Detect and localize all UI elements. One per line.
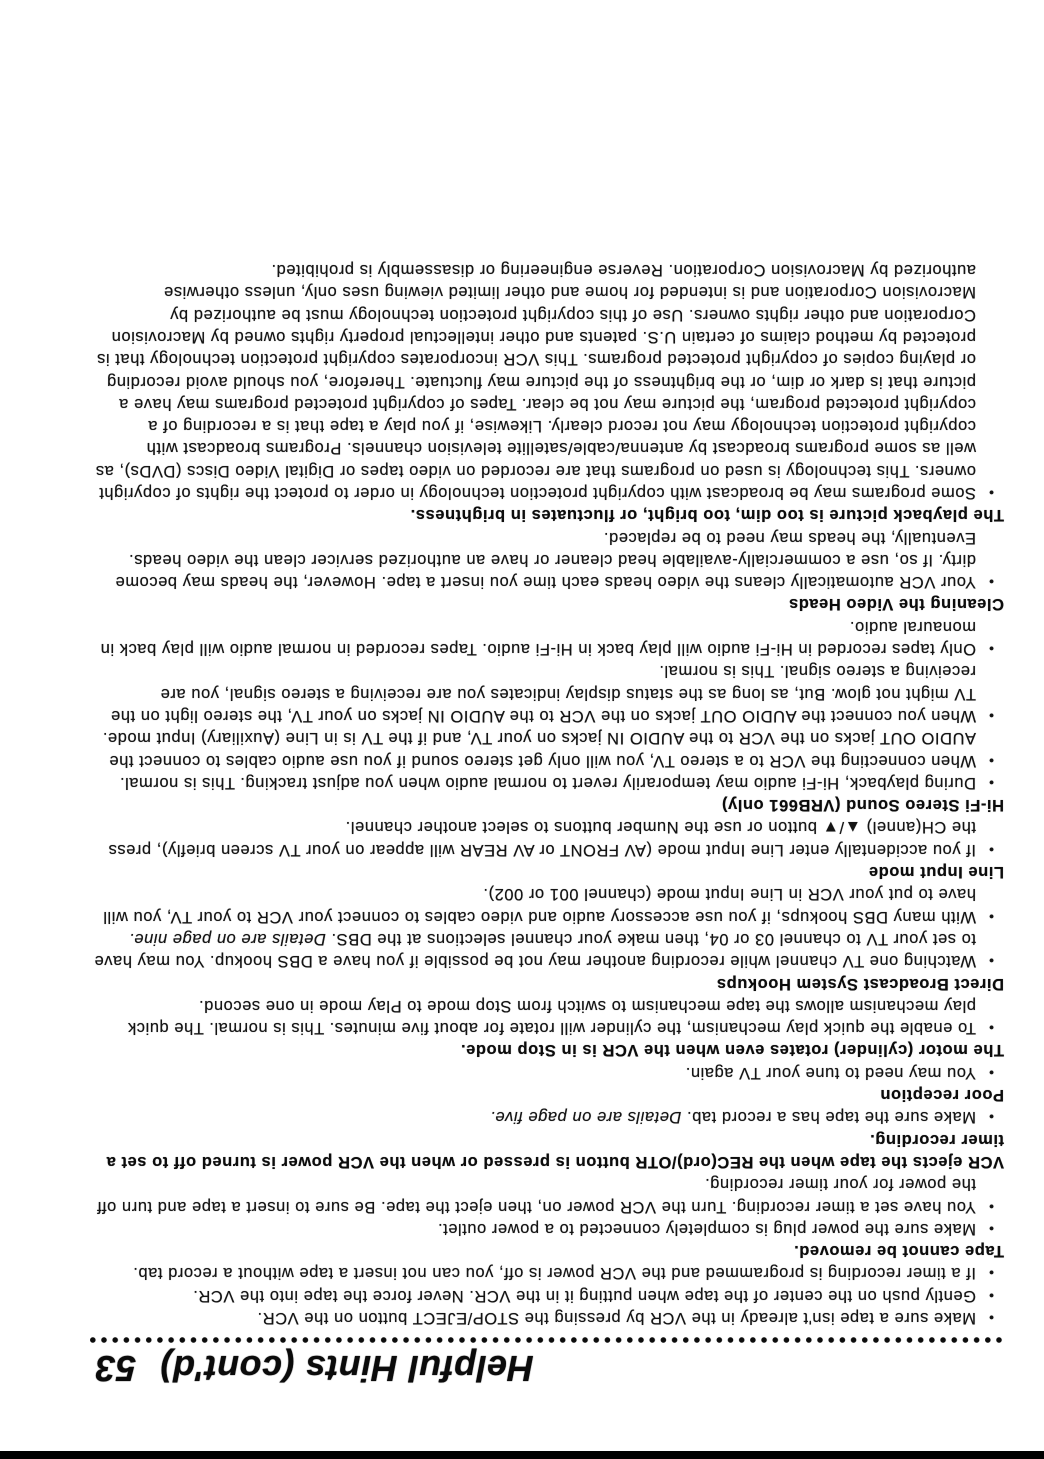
bullet-item [92, 995, 1004, 1040]
item-text: Make sure a tape isn't already in the VCR by pressing the STOP/EJECT button on the VCR. [257, 1309, 976, 1327]
item-text: To enable the quick play mechanism, the cylinder will rotate for about five minutes. This is normal. The quick play mechanism allows the tape mechanism to switch from Stop mode to Play mode in one second. [127, 996, 976, 1038]
bullet-icon: • [988, 707, 994, 724]
section-heading [92, 972, 1004, 994]
item-text: You have set a timer recording. Turn the VCR power on, then eject the tape. Be sure to insert a tape and turn off the power for your timer recording. [96, 1175, 976, 1216]
bullet-icon: • [988, 1265, 994, 1282]
bullet-icon: • [988, 485, 994, 502]
bullet-icon: • [988, 641, 994, 658]
item-text: Some programs may be broadcast with copyright protection technology in order to protect the rights of copyright owners. This technology is used on programs that are recorded on video tapes or Digital Video Discs (DVDs), as well as some programs broadcast by antenna/cable/satellite television channels. Programs broadcast with copyright protection technology may not record clearly. Likewise, if you play a tape that is a recording of a copyright protected program, the picture may not be clear. Tapes of copyright protected programs may have a picture that is dark or dim, or the brightness of the picture may fluctuate. Therefore, you should avoid recording or playing copies of copyright protected programs. This VCR incorporates copyright protection technology that is protected by method claims of certain U.S. patents and other intellectual property rights owned by Macrovision Corporation and other rights owners. Use of this copyright protection technology must be authorized by Macrovision Corporation and is intended for home and other limited viewing uses only, unless otherwise authorized by Macrovision Corporation. Reverse engineering or disassembly is prohibited. [95, 261, 976, 503]
bullet-item [92, 1307, 1004, 1329]
item-text: If you accidentally enter Line Input mode (AV FRONT or AV REAR will appear on your TV screen briefly), press the CH(annel) ▲/▼ button or use the Number buttons to select another channel. [108, 818, 976, 859]
item-text: Your VCR automatically cleans the video heads each time you insert a tape. However, the heads may become dirty. If so, use a commercially-available head cleaner or have an authorized servicer clean the video heads. Eventually, the heads may need to be replaced. [115, 528, 976, 592]
bullet-item [92, 928, 1004, 973]
bullet-icon: • [988, 574, 994, 591]
section-heading [92, 794, 1004, 816]
bullet-icon: • [988, 1220, 994, 1237]
scan-edge-bar [0, 1451, 1044, 1459]
item-text: If a timer recording is programmed and the VCR power is off, you can not insert a tape without a record tab. [132, 1264, 976, 1283]
bullet-item [92, 1061, 1004, 1083]
bullet-item [92, 1218, 1004, 1240]
bullet-icon: • [988, 953, 994, 970]
bullet-item [92, 727, 1004, 772]
item-text: Only tapes recorded in Hi-Fi audio will play back in Hi-Fi audio. Tapes recorded in normal audio will play back in monaural audio. [100, 617, 976, 659]
bullet-icon: • [988, 1198, 994, 1215]
dotted-divider [86, 1335, 1004, 1345]
bullet-icon: • [988, 1109, 994, 1126]
bullet-icon: • [988, 841, 994, 858]
bullet-item [92, 772, 1004, 794]
item-text: Poor reception [879, 1086, 1004, 1105]
bullet-item [92, 1106, 1004, 1128]
section-heading [92, 504, 1004, 526]
item-text: When connecting the VCR to a stereo TV, you will only get stereo sound if you use audio cables to connect the AUDIO OUT jacks on the VCR to the AUDIO IN jacks on your TV, and if the TV is in Line (Auxiliary) Input mode. [102, 729, 976, 770]
bullet-icon: • [988, 1287, 994, 1304]
item-text: Watching one TV channel while recording another may not be possible if you have a DBS hookup. You may have to set your TV to channel 03 or 04, then make your channel selections at the DBS. Details are on page nine. [94, 929, 976, 971]
bullet-icon: • [988, 1064, 994, 1081]
bullet-item [92, 1284, 1004, 1306]
item-text: During playback, Hi-Fi audio may temporarily revert to normal audio when you adjust tracking. This is normal. [119, 773, 976, 792]
section-heading [92, 1084, 1004, 1106]
item-text: Line Input mode [868, 863, 1004, 882]
bullet-item [92, 883, 1004, 928]
bullet-item [92, 1173, 1004, 1218]
section-heading [92, 1039, 1004, 1061]
item-text: VCR ejects the tape when the REC(ord)/OTR button is pressed or when the VCR power is turned off to set a timer recording. [106, 1130, 1004, 1171]
bullet-icon: • [988, 752, 994, 769]
item-text: Direct Broadcast System Hookups [716, 974, 1004, 993]
section-heading [92, 1240, 1004, 1262]
bullet-icon: • [988, 774, 994, 791]
item-text: The playback picture is too dim, too bright, or fluctuates in brightness. [410, 506, 1004, 525]
item-text: When you connect the AUDIO OUT jacks on the VCR to the AUDIO IN jacks on your TV, the stereo light on the TV might not glow. But, as long as the status display indicates you are receiving a stereo signal, you are receiving a stereo signal. This is normal. [110, 662, 976, 725]
bullet-item [92, 616, 1004, 661]
page-number: 53 [95, 1348, 137, 1389]
item-text: Cleaning the Video Heads [788, 595, 1004, 614]
section-heading [92, 593, 1004, 615]
item-text: Hi-Fi Stereo Sound (VRB661 only) [721, 796, 1004, 815]
item-text: With many DBS hookups, if you use accessory audio and video cables to connect your VCR to your TV, you will have to put your VCR in Line Input mode (channel 001 or 002). [102, 885, 976, 926]
bullet-icon: • [988, 1310, 994, 1326]
content-list [92, 259, 1004, 1329]
item-text: You may need to tune your TV again. [685, 1063, 976, 1082]
item-text: Make sure the power plug is completely connected to a power outlet. [437, 1219, 976, 1238]
bullet-icon: • [988, 1020, 994, 1037]
item-text: Gently push on the center of the tape when putting it in the VCR. Never force the tape into the VCR. [192, 1286, 976, 1305]
page-title: Helpful Hints (cont'd) [160, 1348, 534, 1389]
item-text: The motor (cylinder) rotates even when the VCR is in Stop mode. [460, 1041, 1004, 1060]
bullet-item [92, 259, 1004, 504]
item-text: Tape cannot be removed. [793, 1242, 1004, 1261]
bullet-item [92, 1262, 1004, 1284]
page-header [95, 1347, 1044, 1389]
bullet-item [92, 526, 1004, 593]
bullet-icon: • [988, 908, 994, 925]
section-heading [92, 1128, 1004, 1173]
item-text: Make sure the tape has a record tab. Details are on page five. [489, 1108, 976, 1127]
bullet-item [92, 816, 1004, 861]
section-heading [92, 861, 1004, 883]
bullet-item [92, 660, 1004, 727]
